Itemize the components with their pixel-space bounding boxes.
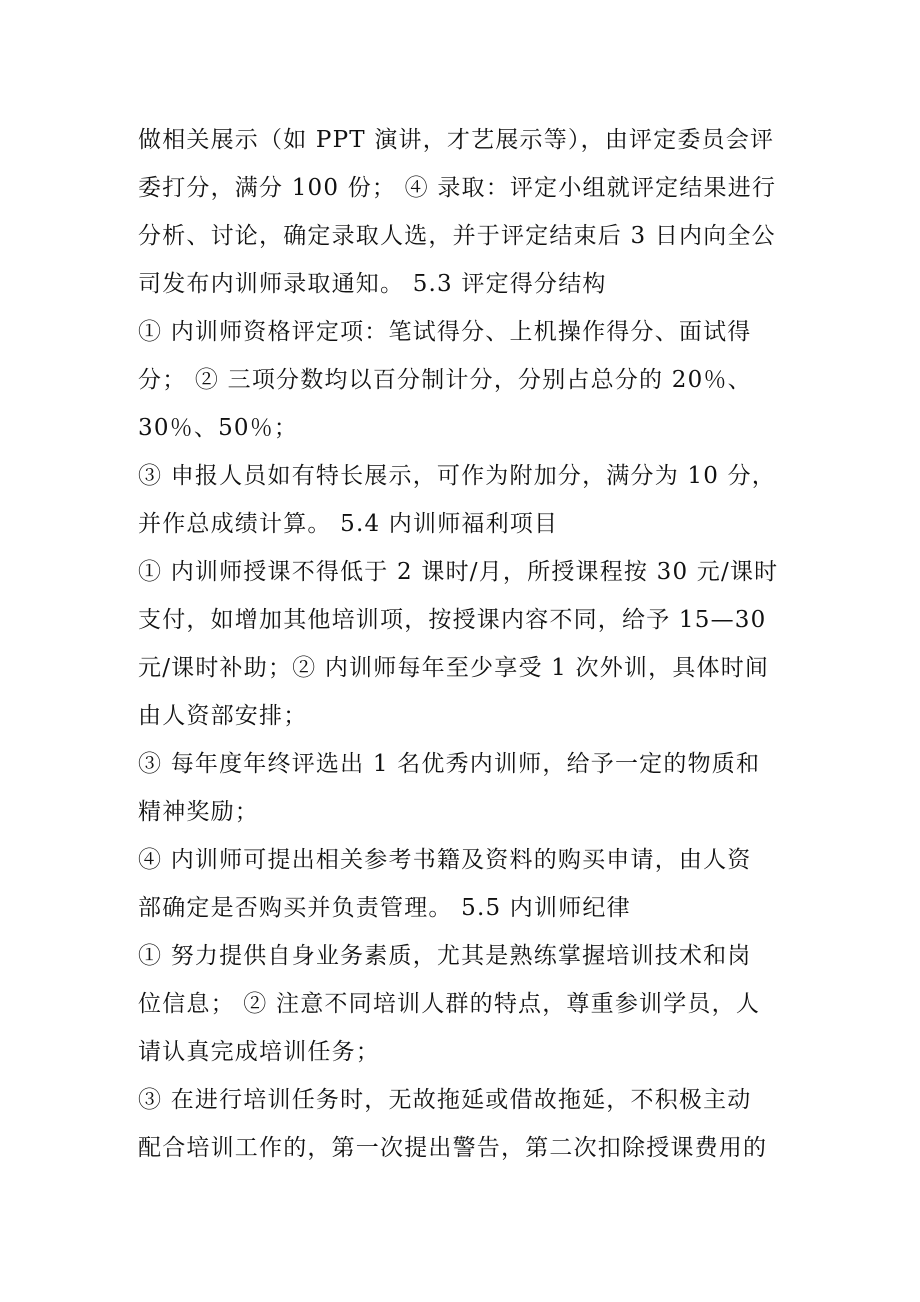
text-line: ③ 申报人员如有特长展示，可作为附加分，满分为 10 分， bbox=[138, 463, 776, 489]
text-line: ④ 内训师可提出相关参考书籍及资料的购买申请，由人资 bbox=[138, 847, 752, 873]
text-line: ① 努力提供自身业务素质，尤其是熟练掌握培训技术和岗 bbox=[138, 943, 752, 969]
text-line: 委打分，满分 100 份； ④ 录取：评定小组就评定结果进行 bbox=[138, 175, 777, 201]
text-line: 由人资部安排； bbox=[138, 703, 308, 729]
text-line: 元/课时补助；② 内训师每年至少享受 1 次外训，具体时间 bbox=[138, 655, 770, 681]
text-line: 配合培训工作的，第一次提出警告，第二次扣除授课费用的 bbox=[138, 1135, 768, 1161]
text-line: 请认真完成培训任务； bbox=[138, 1039, 380, 1065]
text-line: 并作总成绩计算。 5.4 内训师福利项目 bbox=[138, 511, 559, 537]
text-line: 部确定是否购买并负责管理。 5.5 内训师纪律 bbox=[138, 895, 631, 921]
text-line: 司发布内训师录取通知。 5.3 评定得分结构 bbox=[138, 271, 607, 297]
text-line: ③ 每年度年终评选出 1 名优秀内训师，给予一定的物质和 bbox=[138, 751, 761, 777]
text-line: 分析、讨论，确定录取人选，并于评定结束后 3 日内向全公 bbox=[138, 223, 776, 249]
text-line: 30％、50％； bbox=[138, 415, 299, 441]
text-line: ① 内训师授课不得低于 2 课时/月，所授课程按 30 元/课时 bbox=[138, 559, 779, 585]
text-line: ③ 在进行培训任务时，无故拖延或借故拖延，不积极主动 bbox=[138, 1087, 752, 1113]
text-line: 分； ② 三项分数均以百分制计分，分别占总分的 20％、 bbox=[138, 367, 752, 393]
text-line: 位信息； ② 注意不同培训人群的特点，尊重参训学员，人 bbox=[138, 991, 761, 1017]
text-line: 做相关展示（如 PPT 演讲，才艺展示等），由评定委员会评 bbox=[138, 127, 775, 153]
text-line: ① 内训师资格评定项：笔试得分、上机操作得分、面试得 bbox=[138, 319, 752, 345]
text-line: 支付，如增加其他培训项，按授课内容不同，给予 15—30 bbox=[138, 607, 767, 633]
document-body bbox=[138, 116, 802, 1172]
text-line: 精神奖励； bbox=[138, 799, 259, 825]
